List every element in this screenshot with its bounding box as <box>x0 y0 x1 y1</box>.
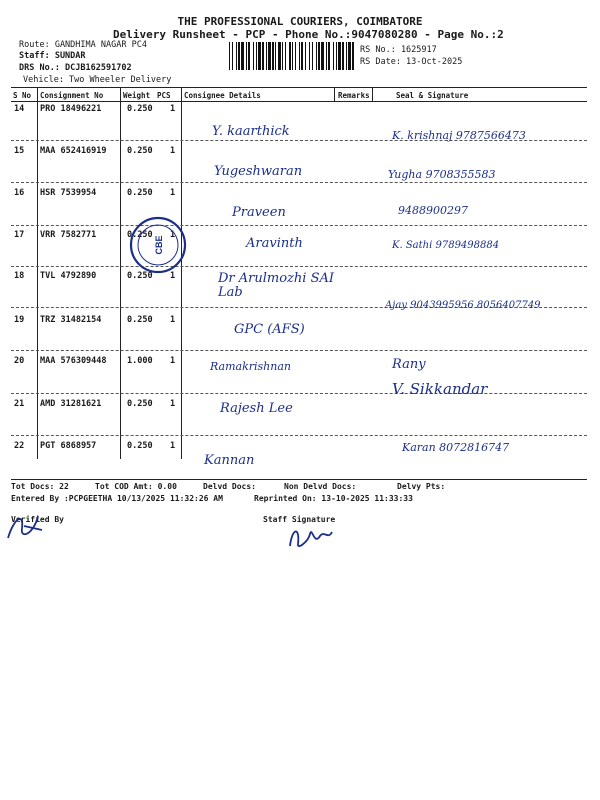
row-consignment-no: MAA 652416919 <box>40 146 107 156</box>
barcode-bar <box>346 42 347 70</box>
row-weight: 0.250 <box>127 315 153 325</box>
row-pcs: 1 <box>170 104 176 114</box>
row-weight: 0.250 <box>127 399 153 409</box>
row-pcs: 1 <box>170 188 176 198</box>
barcode-bar <box>256 42 257 70</box>
barcode-bar <box>285 42 286 70</box>
col-header-consignment: Consignment No <box>40 91 104 100</box>
barcode <box>229 42 355 72</box>
row-sno: 16 <box>14 188 25 198</box>
barcode-bar <box>246 42 247 70</box>
consignee-handwriting: Y. kaarthick <box>212 124 290 139</box>
row-pcs: 1 <box>170 399 176 409</box>
drs-number: DRS No.: DCJB162591702 <box>19 63 132 73</box>
runsheet-title: Delivery Runsheet - PCP - Phone No.:9047080280 - Page No.:2 <box>113 28 504 41</box>
barcode-bar <box>348 42 351 70</box>
barcode-bar <box>262 42 264 70</box>
row-weight: 0.250 <box>127 271 153 281</box>
receiver-signature: K. krishnaj 9787566473 <box>392 129 526 142</box>
non-delivered-docs: Non Delvd Docs: <box>284 482 357 491</box>
col-divider <box>372 87 373 101</box>
rs-date: RS Date: 13-Oct-2025 <box>360 57 463 67</box>
barcode-bar <box>328 42 330 70</box>
barcode-bar <box>232 42 233 70</box>
barcode-bar <box>268 42 271 70</box>
row-weight: 1.000 <box>127 356 153 366</box>
receiver-signature: 9488900297 <box>398 204 468 217</box>
col-divider <box>120 87 121 459</box>
staff-signature-label: Staff Signature <box>263 515 336 524</box>
row-weight: 0.250 <box>127 104 153 114</box>
barcode-bar <box>282 42 283 70</box>
col-header-seal-signature: Seal & Signature <box>396 91 469 100</box>
row-separator <box>11 225 587 226</box>
row-sno: 19 <box>14 315 25 325</box>
receiver-signature: Ajay 9043995956 8056407749 <box>385 300 541 311</box>
company-name: THE PROFESSIONAL COURIERS, COIMBATORE <box>177 15 423 28</box>
barcode-bar <box>278 42 281 70</box>
entered-by: Entered By :PCPGEETHA 10/13/2025 11:32:26 AM <box>11 494 223 503</box>
row-consignment-no: AMD 31281621 <box>40 399 102 409</box>
vehicle-label: Vehicle: Two Wheeler Delivery <box>23 75 172 85</box>
total-cod-amount: Tot COD Amt: 0.00 <box>95 482 177 491</box>
row-weight: 0.250 <box>127 188 153 198</box>
receiver-signature: Karan 8072816747 <box>402 441 510 454</box>
row-consignment-no: MAA 576309448 <box>40 356 107 366</box>
barcode-bar <box>352 42 354 70</box>
barcode-bar <box>336 42 337 70</box>
row-pcs: 1 <box>170 230 176 240</box>
row-sno: 20 <box>14 356 25 366</box>
consignee-handwriting: Kannan <box>204 453 255 468</box>
row-consignment-no: PRO 18496221 <box>40 104 102 114</box>
receiver-signature: Yugha 9708355583 <box>388 168 496 181</box>
receiver-signature: V. Sikkandar <box>392 380 488 398</box>
row-separator <box>11 435 587 436</box>
col-header-weight: Weight <box>123 91 151 100</box>
barcode-bar <box>241 42 244 70</box>
stamp-text: CBE <box>154 235 164 255</box>
verified-by-label: Verified By <box>11 515 64 524</box>
delivery-points: Delvy Pts: <box>397 482 446 491</box>
rs-number: RS No.: 1625917 <box>360 45 437 55</box>
route-label: Route: GANDHIMA NAGAR PC4 <box>19 40 147 50</box>
barcode-bar <box>326 42 327 70</box>
barcode-bar <box>289 42 291 70</box>
row-separator <box>11 266 587 267</box>
consignee-handwriting: Ramakrishnan <box>210 360 291 373</box>
row-sno: 14 <box>14 104 25 114</box>
staff-label: Staff: SUNDAR <box>19 51 86 61</box>
barcode-bar <box>309 42 310 70</box>
barcode-bar <box>338 42 341 70</box>
delivered-docs: Delvd Docs: <box>203 482 256 491</box>
barcode-bar <box>301 42 303 70</box>
barcode-bar <box>312 42 313 70</box>
col-header-remarks: Remarks <box>338 91 370 100</box>
barcode-bar <box>229 42 230 70</box>
row-pcs: 1 <box>170 356 176 366</box>
consignee-handwriting: Yugeshwaran <box>214 164 303 179</box>
receiver-signature: K. Sathi 9789498884 <box>392 240 500 251</box>
row-sno: 17 <box>14 230 25 240</box>
barcode-bar <box>258 42 261 70</box>
row-sno: 21 <box>14 399 25 409</box>
row-sno: 15 <box>14 146 25 156</box>
row-weight: 0.250 <box>127 441 153 451</box>
barcode-bar <box>248 42 250 70</box>
barcode-bar <box>342 42 344 70</box>
barcode-bar <box>316 42 317 70</box>
col-header-sno: S No <box>13 91 32 100</box>
row-separator <box>11 182 587 183</box>
receiver-signature: Rany <box>392 357 426 372</box>
barcode-bar <box>236 42 237 70</box>
row-consignment-no: VRR 7582771 <box>40 230 97 240</box>
row-consignment-no: TRZ 31482154 <box>40 315 102 325</box>
barcode-bar <box>253 42 254 70</box>
row-pcs: 1 <box>170 315 176 325</box>
consignee-handwriting: Praveen <box>232 205 286 220</box>
table-header-rule <box>11 101 587 102</box>
row-pcs: 1 <box>170 271 176 281</box>
consignee-handwriting: Dr Arulmozhi SAI Lab <box>218 271 334 300</box>
barcode-bar <box>238 42 240 70</box>
table-bottom-rule <box>11 479 587 480</box>
row-consignment-no: PGT 6868957 <box>40 441 97 451</box>
consignee-handwriting: Aravinth <box>246 236 303 251</box>
col-header-consignee: Consignee Details <box>184 91 261 100</box>
row-consignment-no: HSR 7539954 <box>40 188 97 198</box>
reprinted-on: Reprinted On: 13-10-2025 11:33:33 <box>254 494 413 503</box>
barcode-bar <box>295 42 296 70</box>
barcode-bar <box>321 42 324 70</box>
row-consignment-no: TVL 4792890 <box>40 271 97 281</box>
barcode-bar <box>266 42 267 70</box>
col-divider <box>37 87 38 459</box>
row-sno: 22 <box>14 441 25 451</box>
row-separator <box>11 393 587 394</box>
col-header-pcs: PCS <box>157 91 171 100</box>
consignee-handwriting: Rajesh Lee <box>220 401 293 416</box>
row-pcs: 1 <box>170 441 176 451</box>
barcode-bar <box>292 42 293 70</box>
total-docs: Tot Docs: 22 <box>11 482 69 491</box>
barcode-bar <box>333 42 334 70</box>
col-divider <box>334 87 335 101</box>
barcode-bar <box>275 42 276 70</box>
consignee-handwriting: GPC (AFS) <box>234 322 305 337</box>
row-weight: 0.250 <box>127 230 153 240</box>
barcode-bar <box>318 42 320 70</box>
staff-signature-scribble <box>284 522 338 552</box>
verifier-signature <box>4 508 46 544</box>
row-separator <box>11 350 587 351</box>
office-seal-stamp <box>127 212 189 278</box>
barcode-bar <box>299 42 300 70</box>
row-pcs: 1 <box>170 146 176 156</box>
barcode-bar <box>272 42 274 70</box>
table-top-rule <box>11 87 587 88</box>
row-weight: 0.250 <box>127 146 153 156</box>
row-sno: 18 <box>14 271 25 281</box>
barcode-bar <box>305 42 306 70</box>
